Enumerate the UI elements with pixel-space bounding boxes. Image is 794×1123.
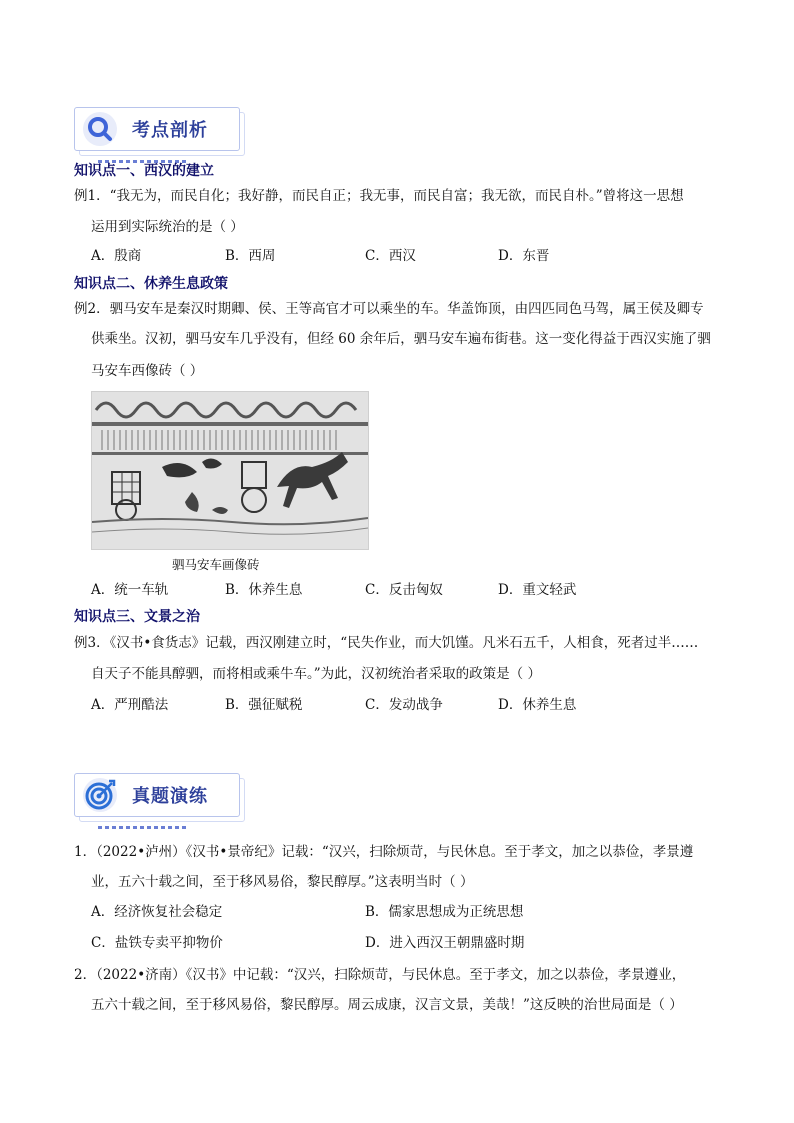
question-2-line-2: 五六十载之间，至于移风易俗，黎民醇厚。周云成康，汉言文景，美哉！”这反映的治世局面是（ ） <box>91 997 683 1013</box>
example-1-line-2: 运用到实际统治的是（ ） <box>91 219 244 235</box>
section-banner-analysis <box>74 107 240 151</box>
knowledge-point-1: 知识点一、西汉的建立 <box>74 163 214 179</box>
option-b: B．儒家思想成为正统思想 <box>365 904 524 920</box>
example-label: 例 <box>74 635 88 651</box>
question-1-line-1: 1．（2022•泸州）《汉书•景帝纪》记载：“汉兴，扫除烦苛，与民休息。至于孝文，加之以恭俭，孝景遵 <box>74 844 694 860</box>
option-d: D．东晋 <box>498 248 550 264</box>
option-c: C．西汉 <box>365 248 416 264</box>
image-caption: 驷马安车画像砖 <box>172 557 260 572</box>
section-banner-exam <box>74 773 240 817</box>
option-d: D．重文轻武 <box>498 582 577 598</box>
target-icon <box>82 777 118 813</box>
option-a: A．经济恢复社会稳定 <box>91 904 223 920</box>
section-title: 考点剖析 <box>132 120 208 141</box>
question-1-line-2: 业，五六十载之间，至于移风易俗，黎民醇厚。”这表明当时（ ） <box>91 874 474 890</box>
example-3-line-2: 自天子不能具醇驷，而将相或乘牛车。”为此，汉初统治者采取的政策是（ ） <box>91 666 541 682</box>
option-b: B．西周 <box>225 248 276 264</box>
brick-relief-drawing <box>92 392 368 549</box>
option-c: C．反击匈奴 <box>365 582 443 598</box>
example-3-text: 3．《汉书•食货志》记载，西汉刚建立时，“民失作业，而大饥馑。凡米石五千，人相食，死者过半…… <box>87 635 699 651</box>
example-1-text: 1．“我无为，而民自化；我好静，而民自正；我无事，而民自富；我无欲，而民自朴。”曾将这一思想 <box>87 188 684 204</box>
example-2-line-1 <box>74 300 704 318</box>
example-2-line-2: 供乘坐。汉初，驷马安车几乎没有，但经 60 余年后，驷马安车遍布街巷。这一变化得益于西汉实施了驷 <box>91 331 711 347</box>
question-2-line-1: 2．（2022•济南）《汉书》中记载：“汉兴，扫除烦苛，与民休息。至于孝文，加之以恭俭，孝景遵业， <box>74 967 686 983</box>
example-3-line-1 <box>74 634 698 652</box>
magnifier-icon <box>82 111 118 147</box>
banner-dash-underline <box>98 826 188 829</box>
example-2-text: 2．驷马安车是秦汉时期卿、侯、王等高官才可以乘坐的车。华盖饰顶，由四匹同色马驾，属王侯及卿专 <box>87 301 704 317</box>
example-label: 例 <box>74 301 88 317</box>
option-a: A．统一车轨 <box>91 582 169 598</box>
option-c: C．盐铁专卖平抑物价 <box>91 935 223 951</box>
brick-relief-image <box>91 391 369 550</box>
option-c: C．发动战争 <box>365 697 443 713</box>
example-2-line-3: 马安车西像砖（ ） <box>91 363 204 379</box>
section-title: 真题演练 <box>132 786 208 807</box>
option-a: A．严刑酷法 <box>91 697 169 713</box>
knowledge-point-3: 知识点三、文景之治 <box>74 609 200 625</box>
option-b: B．强征赋税 <box>225 697 303 713</box>
option-d: D．休养生息 <box>498 697 577 713</box>
option-a: A．殷商 <box>91 248 142 264</box>
example-1-line-1 <box>74 187 684 205</box>
option-b: B．休养生息 <box>225 582 303 598</box>
option-d: D．进入西汉王朝鼎盛时期 <box>365 935 525 951</box>
example-label: 例 <box>74 188 88 204</box>
knowledge-point-2: 知识点二、休养生息政策 <box>74 276 228 292</box>
